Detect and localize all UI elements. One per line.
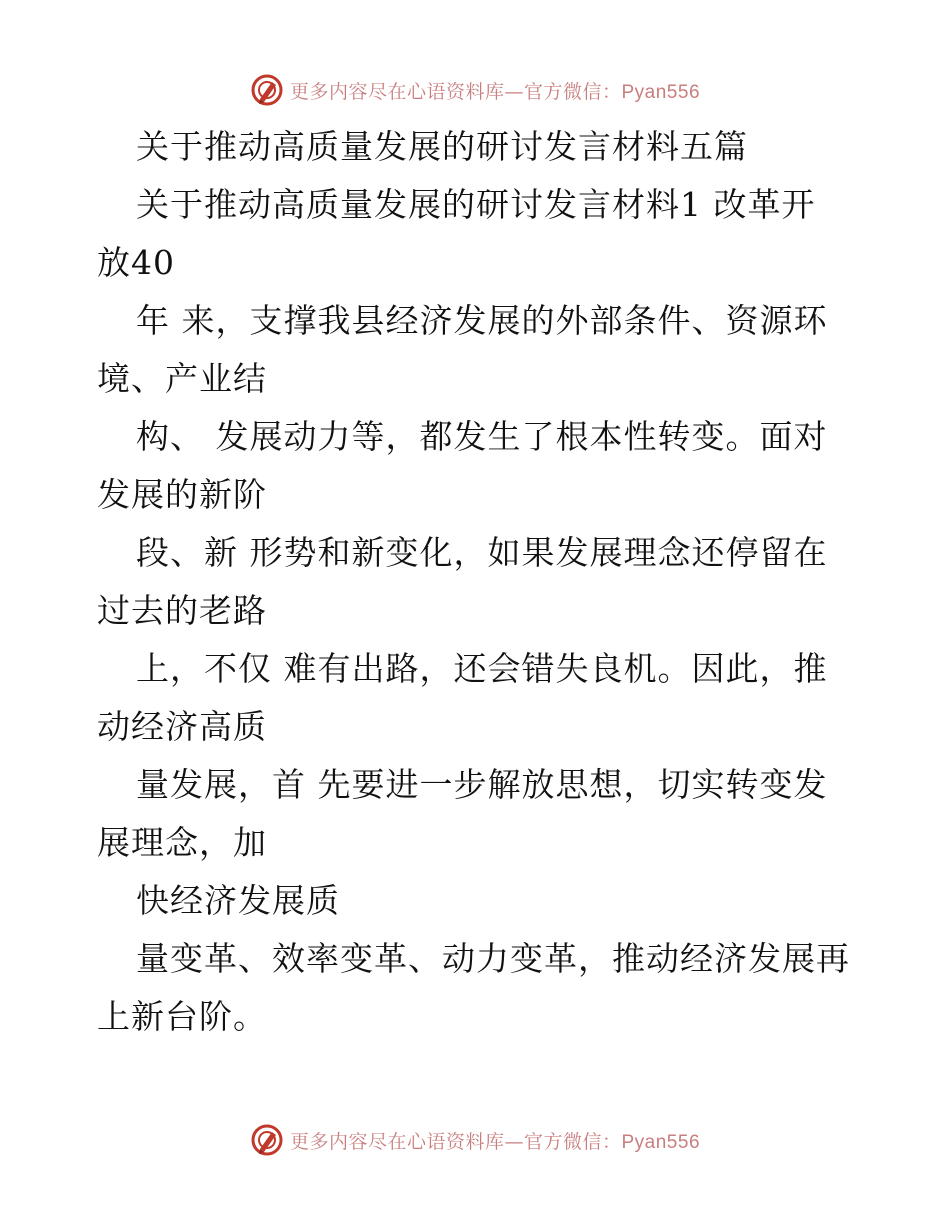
paragraph-line: 量发展，首 先要进一步解放思想，切实转变发	[136, 765, 828, 804]
paragraph-line: 段、新 形势和新变化，如果发展理念还停留在	[136, 533, 828, 572]
pen-logo-icon	[250, 1123, 284, 1157]
paragraph-line: 量变革、效率变革、动力变革，推动经济发展再	[136, 939, 850, 978]
paragraph-line: 境、产业结	[97, 359, 267, 398]
paragraph-line: 构、 发展动力等，都发生了根本性转变。面对	[136, 417, 828, 456]
watermark-text: 更多内容尽在心语资料库—官方微信：Pyan556	[289, 80, 701, 103]
paragraph-line: 过去的老路	[97, 591, 267, 630]
footer-watermark	[0, 1120, 950, 1160]
paragraph-line: 快经济发展质	[136, 881, 340, 920]
paragraph-line: 展理念，加	[97, 823, 267, 862]
paragraph-line: 动经济高质	[97, 707, 267, 746]
document-body	[97, 118, 857, 1046]
watermark-id: Pyan556	[621, 81, 701, 103]
paragraph-line: 上，不仅 难有出路，还会错失良机。因此，推	[136, 649, 828, 688]
paragraph-line: 关于推动高质量发展的研讨发言材料1 改革开	[136, 185, 816, 224]
document-title: 关于推动高质量发展的研讨发言材料五篇	[136, 127, 748, 166]
paragraph-line: 年 来，支撑我县经济发展的外部条件、资源环	[136, 301, 828, 340]
header-watermark	[0, 70, 950, 110]
pen-logo-icon	[250, 73, 284, 107]
paragraph-line: 上新台阶。	[97, 997, 267, 1036]
paragraph-line: 发展的新阶	[97, 475, 267, 514]
watermark-text: 更多内容尽在心语资料库—官方微信：Pyan556	[289, 1130, 701, 1153]
watermark-id: Pyan556	[621, 1131, 701, 1153]
paragraph-line: 放40	[97, 243, 175, 282]
